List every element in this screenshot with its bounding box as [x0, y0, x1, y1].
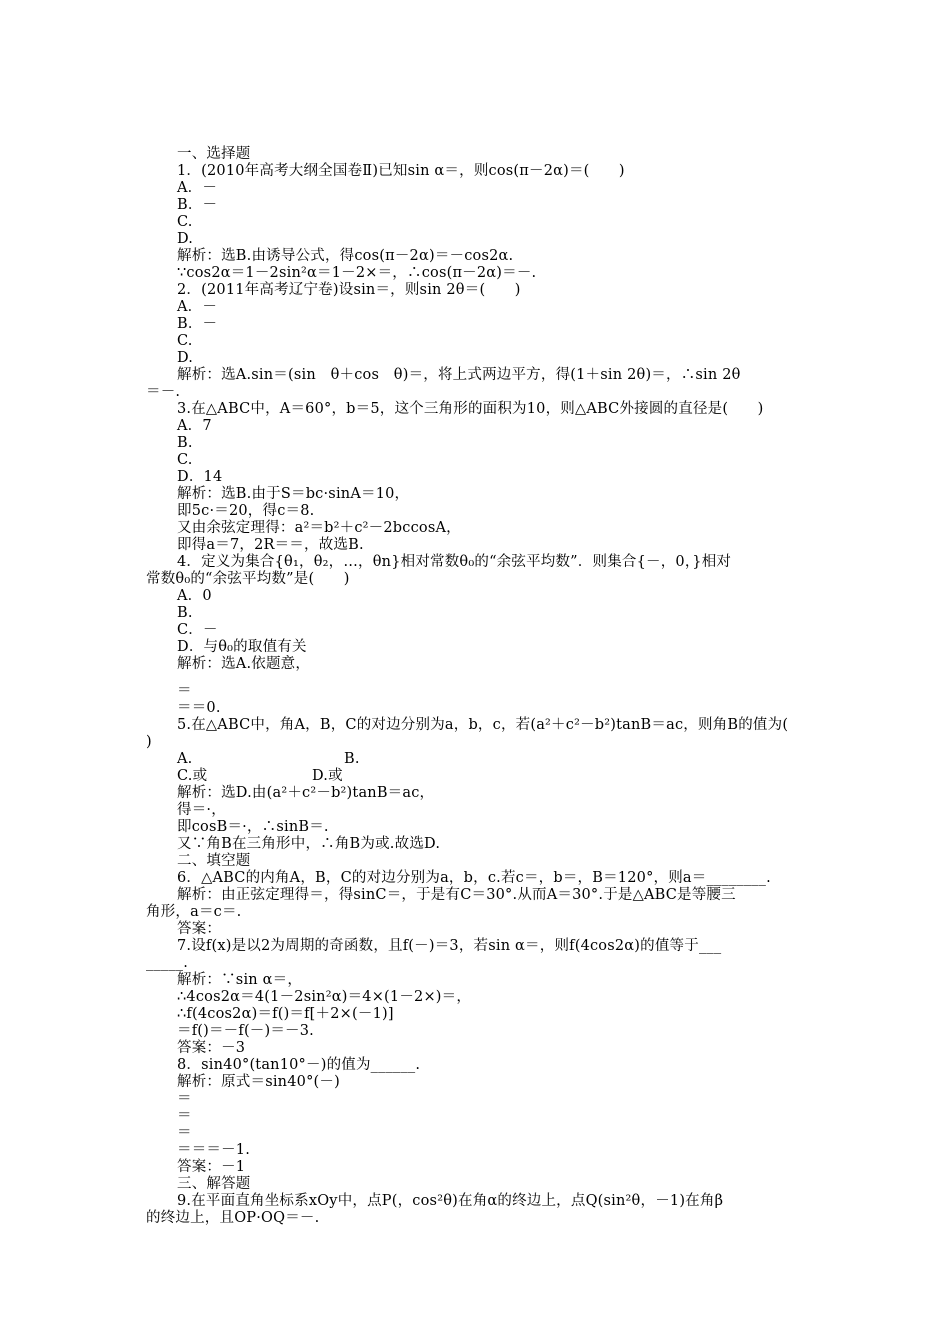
- question-5-cont: ): [146, 734, 152, 750]
- question-9: 9.在平面直角坐标系xOy中，点P(，cos²θ)在角α的终边上，点Q(sin²θ，－1)在角β: [177, 1193, 724, 1209]
- q1-option-b: B．－: [177, 197, 218, 213]
- q3-solution-line: 即得a＝7，2R＝＝，故选B.: [177, 537, 364, 553]
- question-3: 3.在△ABC中，A＝60°，b＝5，这个三角形的面积为10，则△ABC外接圆的直径是( ): [177, 401, 764, 417]
- question-9-cont: 的终边上，且OP·OQ＝－.: [146, 1210, 320, 1226]
- q6-answer: 答案：: [177, 921, 222, 937]
- q4-option-b: B.: [177, 605, 193, 621]
- section-heading-solve: 三、解答题: [177, 1176, 251, 1192]
- q4-option-d: D．与θ₀的取值有关: [177, 639, 307, 655]
- q4-solution-line: ＝: [177, 683, 192, 699]
- q5-solution-line: 解析：选D.由(a²＋c²－b²)tanB＝ac，: [177, 785, 435, 801]
- question-5: 5.在△ABC中，角A，B，C的对边分别为a，b，c，若(a²＋c²－b²)tanB＝ac，则角B的值为(: [177, 717, 789, 733]
- question-6: 6．△ABC的内角A，B，C的对边分别为a，b，c.若c＝，b＝，B＝120°，则a＝________.: [177, 870, 771, 886]
- q7-solution-line: ∴f(4cos2α)＝f()＝f[＋2×(－1)]: [177, 1006, 394, 1022]
- q2-solution-line: ＝－.: [146, 384, 181, 400]
- q8-solution-line: ＝: [177, 1108, 192, 1124]
- q5-option-b: B.: [344, 751, 360, 767]
- q8-solution-line: ＝: [177, 1091, 192, 1107]
- q4-solution-line: 解析：选A.依题意，: [177, 656, 311, 672]
- question-1: 1．(2010年高考大纲全国卷Ⅱ)已知sin α＝，则cos(π－2α)＝( ): [177, 163, 625, 179]
- q1-option-d: D.: [177, 231, 194, 247]
- q3-solution-line: 又由余弦定理得：a²＝b²＋c²－2bccosA，: [177, 520, 461, 536]
- q7-solution-line: ∴4cos2α＝4(1－2sin²α)＝4×(1－2×)＝，: [177, 989, 472, 1005]
- section-heading-fill: 二、填空题: [177, 853, 251, 869]
- q4-solution-line: ＝＝0.: [177, 700, 221, 716]
- q5-solution-line: 即cosB＝·，∴sinB＝.: [177, 819, 329, 835]
- q1-option-a: A．－: [177, 180, 218, 196]
- q3-solution-line: 即5c·＝20，得c＝8.: [177, 503, 315, 519]
- q5-option-d: D.或: [312, 768, 343, 784]
- question-2: 2．(2011年高考辽宁卷)设sin＝，则sin 2θ＝( ): [177, 282, 521, 298]
- q1-solution-line: 解析：选B.由诱导公式，得cos(π－2α)＝－cos2α.: [177, 248, 514, 264]
- q5-option-c: C.或: [177, 768, 208, 784]
- question-4-cont: 常数θ₀的“余弦平均数”是( ): [146, 571, 350, 587]
- q8-answer: 答案：－1: [177, 1159, 246, 1175]
- q2-option-a: A．－: [177, 299, 218, 315]
- q2-option-b: B．－: [177, 316, 218, 332]
- q2-option-d: D.: [177, 350, 194, 366]
- q2-solution-line: 解析：选A.sin＝(sin θ＋cos θ)＝，将上式两边平方，得(1＋sin 2θ)＝，∴sin 2θ: [177, 367, 741, 383]
- q1-solution-line: ∵cos2α＝1－2sin²α＝1－2×＝，∴cos(π－2α)＝－.: [177, 265, 537, 281]
- q3-option-b: B.: [177, 435, 193, 451]
- q5-option-a: A.: [177, 751, 193, 767]
- q6-solution-line: 角形，a＝c＝.: [146, 904, 242, 920]
- q3-option-c: C.: [177, 452, 193, 468]
- q3-solution-line: 解析：选B.由于S＝bc·sinA＝10，: [177, 486, 410, 502]
- q5-solution-line: 又∵角B在三角形中，∴角B为或.故选D.: [177, 836, 441, 852]
- q6-solution-line: 解析：由正弦定理得＝，得sinC＝，于是有C＝30°.从而A＝30°.于是△ABC是等腰三: [177, 887, 736, 903]
- q8-solution-line: ＝＝＝－1.: [177, 1142, 251, 1158]
- q3-option-d: D．14: [177, 469, 223, 485]
- question-7: 7.设f(x)是以2为周期的奇函数，且f(－)＝3，若sin α＝，则f(4cos2α)的值等于___: [177, 938, 722, 954]
- question-4: 4．定义为集合{θ₁，θ₂，…，θn}相对常数θ₀的“余弦平均数”．则集合{－，0，}相对: [177, 554, 732, 570]
- q8-solution-line: ＝: [177, 1125, 192, 1141]
- question-8: 8．sin40°(tan10°－)的值为______.: [177, 1057, 421, 1073]
- q7-solution-line: 解析：∵sin α＝，: [177, 972, 303, 988]
- question-7-cont: _____.: [146, 955, 189, 971]
- q1-option-c: C.: [177, 214, 193, 230]
- q7-answer: 答案：－3: [177, 1040, 246, 1056]
- q3-option-a: A．7: [177, 418, 212, 434]
- q5-solution-line: 得＝·，: [177, 802, 226, 818]
- q4-option-c: C．－: [177, 622, 218, 638]
- q7-solution-line: ＝f()＝－f(－)＝－3.: [177, 1023, 314, 1039]
- section-heading-choice: 一、选择题: [177, 146, 251, 162]
- q2-option-c: C.: [177, 333, 193, 349]
- q8-solution-line: 解析：原式＝sin40°(－): [177, 1074, 340, 1090]
- q4-option-a: A．0: [177, 588, 212, 604]
